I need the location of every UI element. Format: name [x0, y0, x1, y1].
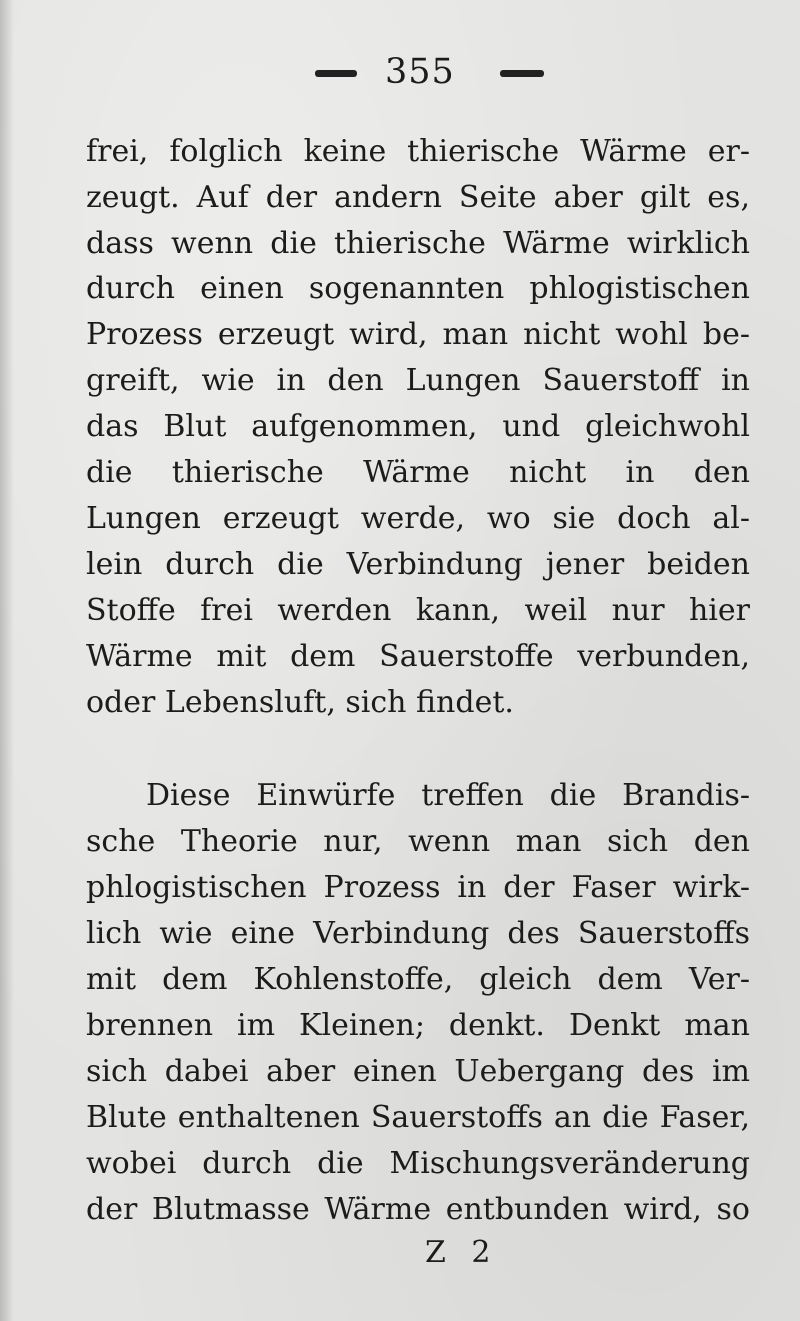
text-line: die thierische Wärme nicht in den [86, 455, 750, 490]
text-line: lich wie eine Verbindung des Sauerstoffs [86, 916, 750, 951]
text-line: greift, wie in den Lungen Sauerstoff in [86, 363, 750, 398]
text-line: durch einen sogenannten phlogistischen [86, 271, 750, 306]
page-number: 355 [385, 52, 455, 92]
text-line: Prozess erzeugt wird, man nicht wohl be- [86, 317, 750, 352]
text-line: sche Theorie nur, wenn man sich den [86, 824, 750, 859]
header-rule-right [500, 70, 544, 77]
text-line: das Blut aufgenommen, und gleichwohl [86, 409, 750, 444]
text-line: Diese Einwürfe treffen die Brandis- [146, 778, 750, 813]
text-line: oder Lebensluft, sich findet. [86, 685, 514, 720]
text-line: Stoffe frei werden kann, weil nur hier [86, 593, 750, 628]
text-line: Wärme mit dem Sauerstoffe verbunden, [86, 639, 750, 674]
text-line: Blute enthaltenen Sauerstoffs an die Faser, [86, 1100, 750, 1135]
text-line: Lungen erzeugt werde, wo sie doch al- [86, 501, 750, 536]
text-line: lein durch die Verbindung jener beiden [86, 547, 750, 582]
text-line: dass wenn die thierische Wärme wirklich [86, 226, 750, 261]
text-line: frei, folglich keine thierische Wärme er- [86, 134, 750, 169]
page-header [0, 48, 800, 98]
text-line: zeugt. Auf der andern Seite aber gilt es, [86, 180, 750, 215]
text-line: sich dabei aber einen Uebergang des im [86, 1054, 750, 1089]
header-rule-left [315, 70, 357, 77]
text-line: phlogistischen Prozess in der Faser wirk- [86, 870, 750, 905]
signature-mark: Z 2 [425, 1235, 499, 1270]
page-gutter-shadow [0, 0, 14, 1321]
text-line: brennen im Kleinen; denkt. Denkt man [86, 1008, 750, 1043]
text-line: mit dem Kohlenstoffe, gleich dem Ver- [86, 962, 750, 997]
text-line: der Blutmasse Wärme entbunden wird, so [86, 1192, 750, 1227]
text-line: wobei durch die Mischungsveränderung [86, 1146, 750, 1181]
